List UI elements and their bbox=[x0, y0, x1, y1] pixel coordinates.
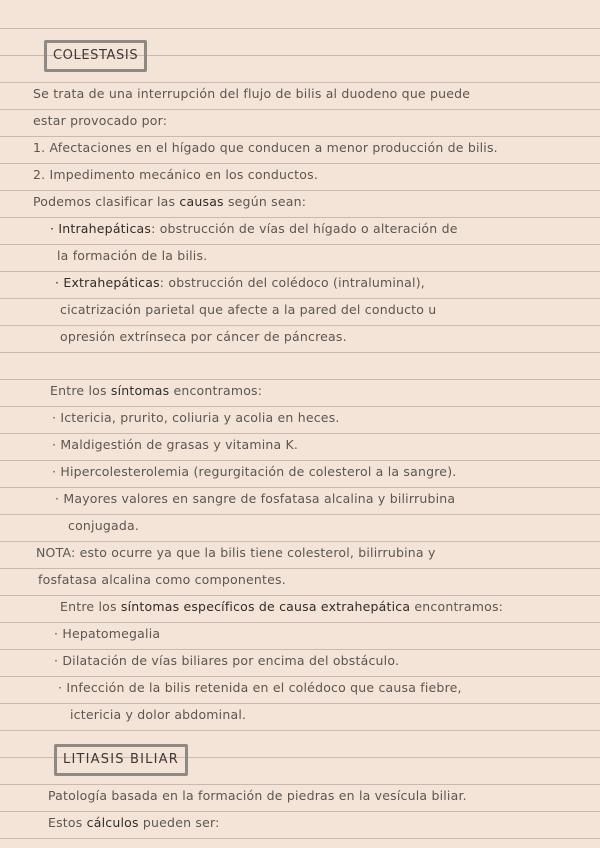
intra-line: · Intrahepáticas: obstrucción de vías del hígado o alteración de bbox=[50, 221, 458, 236]
calculos-pre: Estos bbox=[48, 815, 83, 830]
causas-word: causas bbox=[179, 194, 224, 209]
intra-line-2: la formación de la bilis. bbox=[57, 248, 208, 263]
sintomas-pre: Entre los bbox=[50, 383, 107, 398]
symptom-item: · Maldigestión de grasas y vitamina K. bbox=[52, 437, 299, 452]
extra-term: Extrahepáticas bbox=[63, 275, 160, 290]
symptom-item: · Ictericia, prurito, coliuria y acolia en heces. bbox=[52, 410, 340, 425]
intro-line-1: Se trata de una interrupción del flujo de bilis al duodeno que puede bbox=[33, 86, 471, 101]
calculos-post: pueden ser: bbox=[142, 815, 220, 830]
nota-line-2: fosfatasa alcalina como componentes. bbox=[38, 572, 286, 587]
causas-intro: Podemos clasificar las bbox=[33, 194, 176, 209]
causas-tail: según sean: bbox=[227, 194, 307, 209]
sintomas-post: encontramos: bbox=[173, 383, 263, 398]
section-title-litiasis: LITIASIS BILIAR bbox=[54, 744, 188, 776]
specific-item-cont: ictericia y dolor abdominal. bbox=[70, 707, 247, 722]
litiasis-line: Patología basada en la formación de piedras en la vesícula biliar. bbox=[48, 788, 467, 803]
specific-item: · Hepatomegalia bbox=[54, 626, 161, 641]
especificos-pre: Entre los bbox=[60, 599, 117, 614]
symptom-item: · Hipercolesterolemia (regurgitación de colesterol a la sangre). bbox=[52, 464, 457, 479]
especificos-line bbox=[60, 599, 503, 615]
symptom-item-cont: conjugada. bbox=[68, 518, 140, 533]
intro-line-2: estar provocado por: bbox=[33, 113, 168, 128]
calculos-line bbox=[48, 815, 220, 831]
nota-line-1: NOTA: esto ocurre ya que la bilis tiene colesterol, bilirrubina y bbox=[36, 545, 436, 560]
specific-item: · Infección de la bilis retenida en el colédoco que causa fiebre, bbox=[58, 680, 462, 695]
intra-text: : obstrucción de vías del hígado o alteración de bbox=[151, 221, 458, 236]
intro-line-3: 1. Afectaciones en el hígado que conducen a menor producción de bilis. bbox=[33, 140, 498, 155]
sintomas-line bbox=[50, 383, 262, 399]
especificos-post: encontramos: bbox=[414, 599, 504, 614]
extra-line-2: cicatrización parietal que afecte a la pared del conducto u bbox=[60, 302, 437, 317]
intro-line-4: 2. Impedimento mecánico en los conductos. bbox=[33, 167, 318, 182]
extra-line-3: opresión extrínseca por cáncer de páncreas. bbox=[60, 329, 347, 344]
especificos-term: síntomas específicos de causa extrahepática bbox=[120, 599, 411, 614]
sintomas-word: síntomas bbox=[110, 383, 170, 398]
extra-text: : obstrucción del colédoco (intraluminal), bbox=[159, 275, 425, 290]
extra-line: · Extrahepáticas: obstrucción del colédoco (intraluminal), bbox=[55, 275, 425, 290]
symptom-item: · Mayores valores en sangre de fosfatasa alcalina y bilirrubina bbox=[55, 491, 456, 506]
intra-term: Intrahepáticas bbox=[58, 221, 152, 236]
calculos-word: cálculos bbox=[86, 815, 139, 830]
section-title-colestasis: COLESTASIS bbox=[44, 40, 147, 72]
specific-item: · Dilatación de vías biliares por encima del obstáculo. bbox=[54, 653, 400, 668]
causas-line bbox=[33, 194, 306, 210]
